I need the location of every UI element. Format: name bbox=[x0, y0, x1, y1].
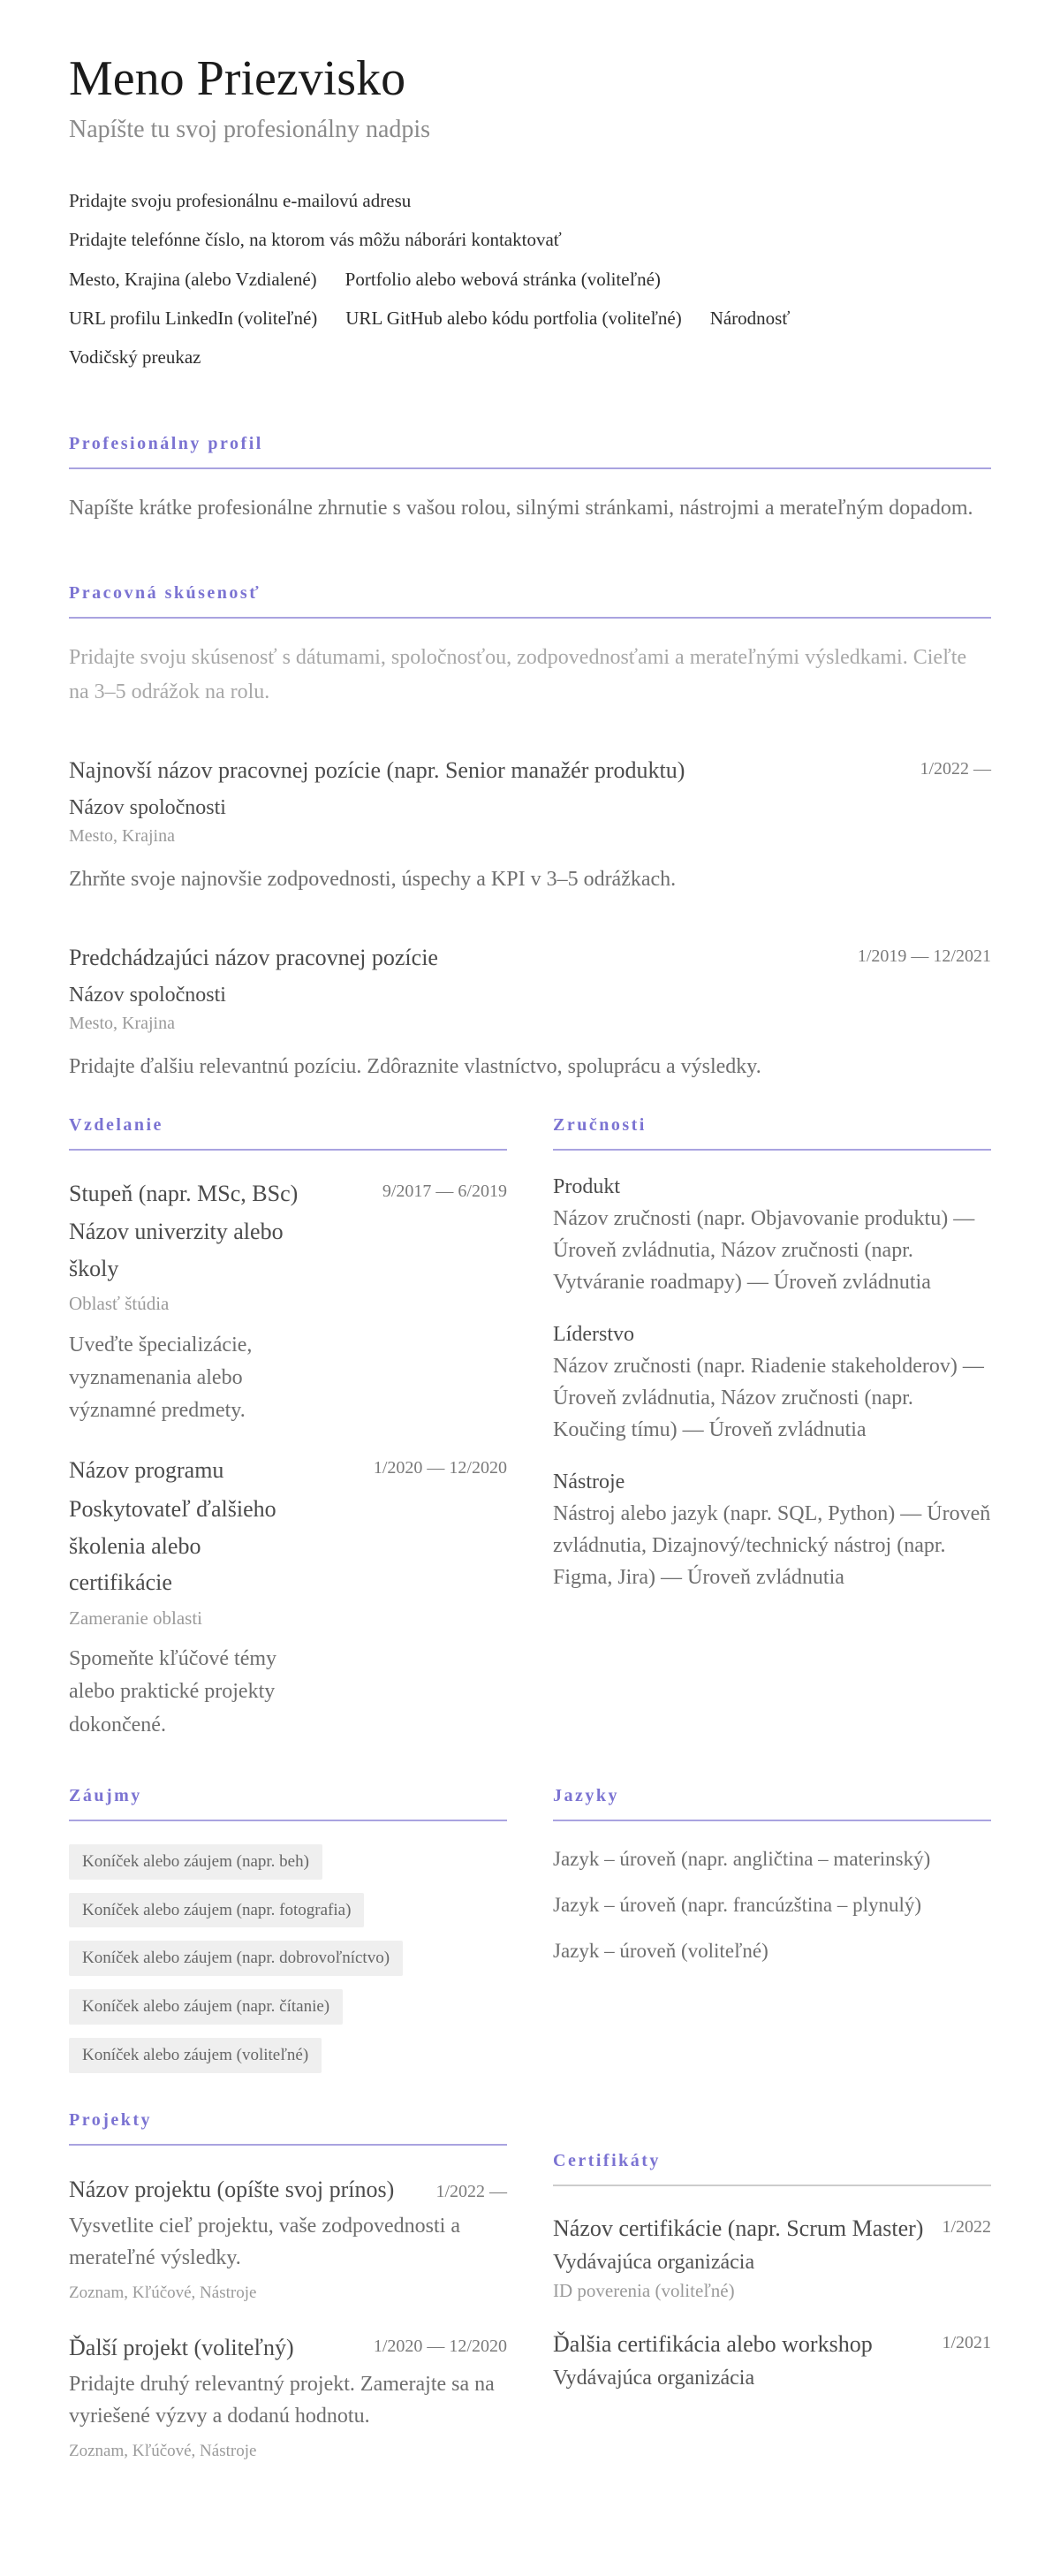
job-date-range: 1/2019 — 12/2021 bbox=[857, 946, 991, 966]
contact-driving-license: Vodičský preukaz bbox=[69, 346, 201, 368]
field-of-study: Oblasť štúdia bbox=[69, 1293, 170, 1315]
certificate-entry bbox=[553, 2327, 991, 2390]
education-description: Uveďte špecializácie, vyznamenania alebo významné predmety. bbox=[69, 1333, 253, 1423]
section-heading-education: Vzdelanie bbox=[69, 1115, 507, 1151]
section-certificates bbox=[553, 2151, 991, 2391]
company-name: Názov spoločnosti bbox=[69, 984, 226, 1007]
skill-group-label: Produkt bbox=[553, 1174, 621, 1198]
section-heading-experience: Pracovná skúsenosť bbox=[69, 583, 991, 619]
education-date-range: 9/2017 — 6/2019 bbox=[382, 1181, 507, 1201]
skill-group bbox=[553, 1318, 991, 1446]
skill-group bbox=[553, 1171, 991, 1298]
profile-summary: Napíšte krátke profesionálne zhrnutie s vašou rolou, silnými stránkami, nástrojmi a merateľným dopadom. bbox=[69, 497, 973, 521]
section-education bbox=[69, 1115, 507, 1742]
contact-nationality: Národnosť bbox=[709, 307, 791, 329]
certificate-issuer: Vydávajúca organizácia bbox=[553, 2367, 755, 2390]
section-interests bbox=[69, 1786, 507, 2073]
interest-tag: Koníček alebo záujem (napr. čítanie) bbox=[69, 1989, 343, 2025]
project-date-range: 1/2022 — bbox=[435, 2181, 507, 2201]
section-profile bbox=[69, 434, 991, 527]
contact-github: URL GitHub alebo kódu portfolia (voliteľné) bbox=[345, 307, 682, 329]
section-heading-languages: Jazyky bbox=[553, 1786, 991, 1821]
education-date-range: 1/2020 — 12/2020 bbox=[373, 1458, 507, 1478]
project-entry-header bbox=[69, 2172, 507, 2207]
job-location: Mesto, Krajina bbox=[69, 1014, 175, 1034]
skill-group bbox=[553, 1466, 991, 1593]
section-skills bbox=[553, 1115, 991, 1593]
experience-entry-header bbox=[69, 753, 991, 788]
degree-title: Stupeň (napr. MSc, BSc) bbox=[69, 1180, 299, 1206]
education-entry-main bbox=[69, 1452, 309, 1741]
section-heading-interests: Záujmy bbox=[69, 1786, 507, 1821]
experience-entry-header bbox=[69, 940, 991, 976]
project-meta: Zoznam, Kľúčové, Nástroje bbox=[69, 2442, 257, 2461]
contact-phone: Pridajte telefónne číslo, na ktorom vás môžu náborári kontaktovať bbox=[69, 229, 562, 251]
project-entry bbox=[69, 2330, 507, 2463]
grid-row-education-skills bbox=[69, 1115, 991, 1742]
interest-tag-list bbox=[69, 1844, 507, 2073]
skill-group-items: Názov zručnosti (napr. Riadenie stakeholderov) — Úroveň zvládnutia, Názov zručnosti (napr. Koučing tímu) — Úroveň zvládnutia bbox=[553, 1354, 984, 1441]
contact-row bbox=[69, 190, 991, 212]
certificate-issuer: Vydávajúca organizácia bbox=[553, 2250, 755, 2274]
school-name: Názov univerzity alebo školy bbox=[69, 1219, 284, 1281]
section-languages bbox=[553, 1786, 991, 1983]
grid-row-projects-certificates bbox=[69, 2110, 991, 2463]
professional-headline: Napíšte tu svoj profesionálny nadpis bbox=[69, 116, 431, 144]
language-item: Jazyk – úroveň (napr. angličtina – materinský) bbox=[553, 1847, 931, 1870]
section-experience bbox=[69, 583, 991, 1085]
contact-row bbox=[69, 308, 991, 330]
interest-tag: Koníček alebo záujem (napr. dobrovoľníctvo) bbox=[69, 1941, 403, 1976]
project-entry-header bbox=[69, 2330, 507, 2365]
company-name: Názov spoločnosti bbox=[69, 796, 226, 820]
job-title: Najnovší názov pracovnej pozície (napr. Senior manažér produktu) bbox=[69, 756, 685, 783]
contact-linkedin: URL profilu LinkedIn (voliteľné) bbox=[69, 307, 318, 329]
certificate-date: 1/2022 bbox=[942, 2216, 991, 2237]
language-item: Jazyk – úroveň (voliteľné) bbox=[553, 1940, 768, 1963]
language-list bbox=[553, 1844, 991, 1966]
section-heading-projects: Projekty bbox=[69, 2110, 507, 2146]
skill-group-label: Nástroje bbox=[553, 1470, 625, 1493]
project-title: Názov projektu (opíšte svoj prínos) bbox=[69, 2176, 395, 2202]
contact-block bbox=[69, 190, 991, 369]
certificate-entry-main bbox=[553, 2327, 928, 2390]
school-name: Poskytovateľ ďalšieho školenia alebo certifikácie bbox=[69, 1496, 276, 1596]
certificate-title: Názov certifikácie (napr. Scrum Master) bbox=[553, 2215, 924, 2241]
project-description: Vysvetlite cieľ projektu, vaše zodpovednosti a merateľné výsledky. bbox=[69, 2214, 460, 2269]
experience-entry bbox=[69, 753, 991, 898]
project-date-range: 1/2020 — 12/2020 bbox=[373, 2337, 507, 2357]
contact-row bbox=[69, 269, 991, 291]
certificate-entry bbox=[553, 2211, 991, 2302]
section-heading-profile: Profesionálny profil bbox=[69, 434, 991, 469]
interest-tag: Koníček alebo záujem (voliteľné) bbox=[69, 2038, 322, 2073]
field-of-study: Zameranie oblasti bbox=[69, 1607, 203, 1629]
skill-group-label: Líderstvo bbox=[553, 1322, 634, 1346]
project-entry bbox=[69, 2172, 507, 2305]
experience-intro: Pridajte svoju skúsenosť s dátumami, spoločnosťou, zodpovednosťami a merateľnými výsledkami. Cieľte na 3–5 odrážok na rolu. bbox=[69, 645, 967, 704]
language-item: Jazyk – úroveň (napr. francúzština – plynulý) bbox=[553, 1894, 922, 1917]
contact-email: Pridajte svoju profesionálnu e-mailovú adresu bbox=[69, 190, 412, 212]
job-title: Predchádzajúci názov pracovnej pozície bbox=[69, 944, 438, 970]
certificate-title: Ďalšia certifikácia alebo workshop bbox=[553, 2330, 873, 2357]
contact-row bbox=[69, 229, 991, 251]
interest-tag: Koníček alebo záujem (napr. beh) bbox=[69, 1844, 322, 1880]
skill-group-items: Nástroj alebo jazyk (napr. SQL, Python) — Úroveň zvládnutia, Dizajnový/technický nástroj (napr. Figma, Jira) — Úroveň zvládnutia bbox=[553, 1501, 991, 1589]
skill-group-items: Názov zručnosti (napr. Objavovanie produktu) — Úroveň zvládnutia, Názov zručnosti (napr. Vytváranie roadmapy) — Úroveň zvládnutia bbox=[553, 1206, 975, 1294]
project-title: Ďalší projekt (voliteľný) bbox=[69, 2335, 294, 2361]
certificate-date: 1/2021 bbox=[942, 2332, 991, 2352]
contact-portfolio: Portfolio alebo webová stránka (voliteľné) bbox=[344, 268, 661, 290]
job-date-range: 1/2022 — bbox=[920, 758, 991, 779]
section-projects bbox=[69, 2110, 507, 2463]
section-heading-skills: Zručnosti bbox=[553, 1115, 991, 1151]
job-location: Mesto, Krajina bbox=[69, 826, 175, 847]
education-entry bbox=[69, 1452, 507, 1741]
education-entry-main bbox=[69, 1175, 309, 1428]
contact-location: Mesto, Krajina (alebo Vzdialené) bbox=[69, 268, 317, 290]
project-meta: Zoznam, Kľúčové, Nástroje bbox=[69, 2283, 257, 2302]
project-description: Pridajte druhý relevantný projekt. Zamerajte sa na vyriešené výzvy a dodanú hodnotu. bbox=[69, 2373, 495, 2428]
job-description: Zhrňte svoje najnovšie zodpovednosti, úspechy a KPI v 3–5 odrážkach. bbox=[69, 868, 677, 892]
section-heading-certificates: Certifikáty bbox=[553, 2151, 991, 2186]
grid-row-interests-languages bbox=[69, 1786, 991, 2073]
certificate-entry-main bbox=[553, 2211, 928, 2302]
experience-entry bbox=[69, 940, 991, 1085]
page-title: Meno Priezvisko bbox=[69, 51, 406, 106]
certificate-credential-id: ID poverenia (voliteľné) bbox=[553, 2279, 735, 2301]
interest-tag: Koníček alebo záujem (napr. fotografia) bbox=[69, 1893, 364, 1928]
contact-row bbox=[69, 346, 991, 369]
education-entry bbox=[69, 1175, 507, 1428]
degree-title: Názov programu bbox=[69, 1457, 224, 1484]
education-description: Spomeňte kľúčové témy alebo praktické projekty dokončené. bbox=[69, 1647, 277, 1736]
job-description: Pridajte ďalšiu relevantnú pozíciu. Zdôraznite vlastníctvo, spoluprácu a výsledky. bbox=[69, 1055, 761, 1079]
